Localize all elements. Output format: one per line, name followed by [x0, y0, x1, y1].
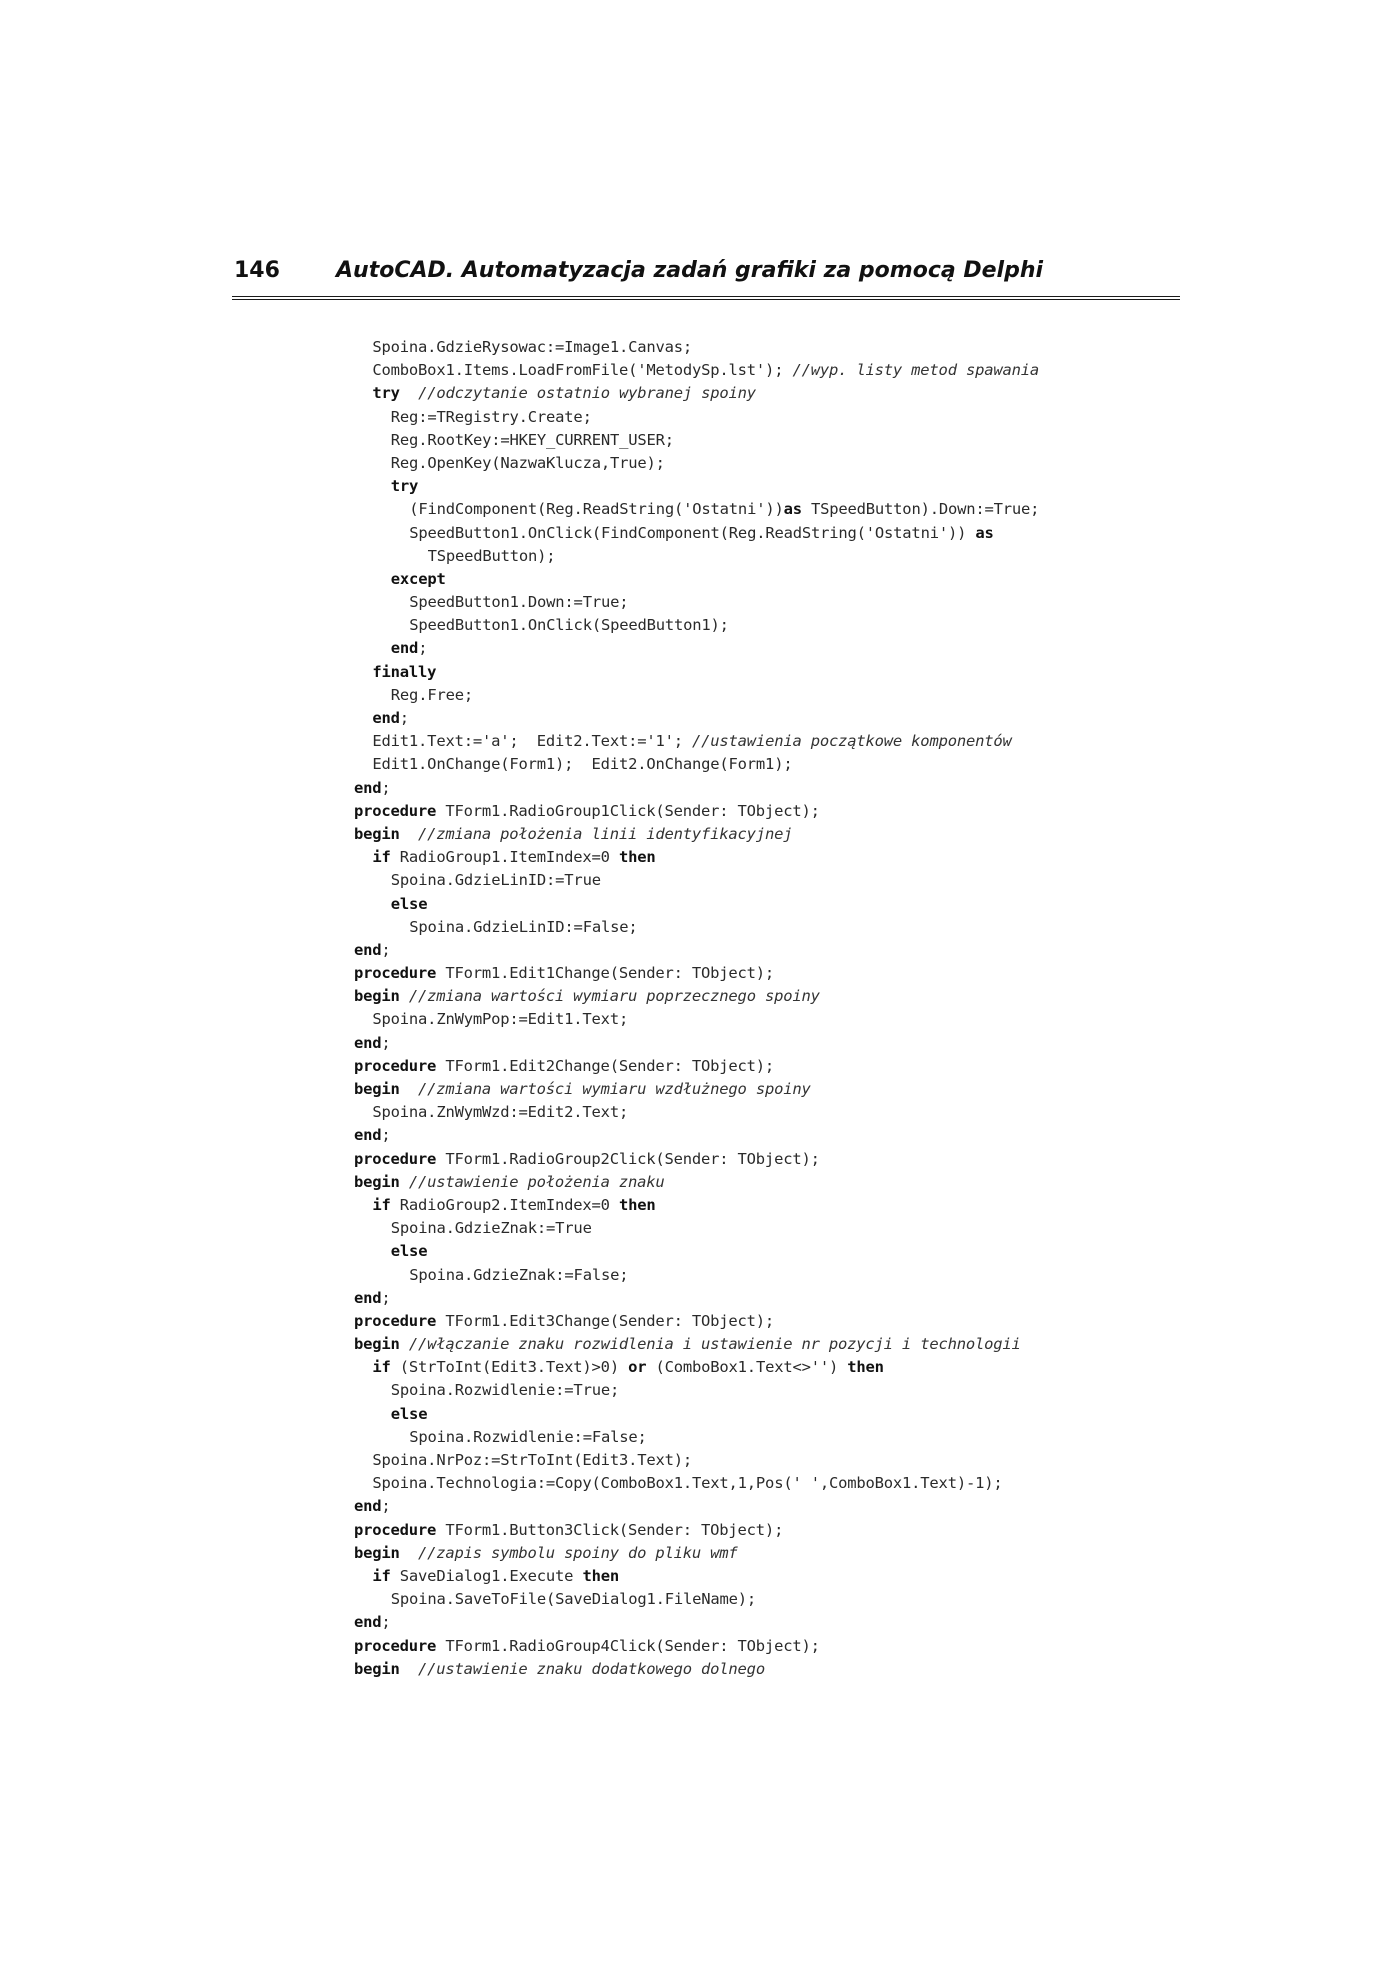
code-text: TForm1.Button3Click(Sender: TObject); — [436, 1520, 784, 1539]
code-line — [354, 1240, 1134, 1263]
code-text: TForm1.RadioGroup1Click(Sender: TObject); — [436, 801, 820, 820]
code-line — [354, 1055, 1134, 1078]
code-line — [354, 1565, 1134, 1588]
code-text: Spoina.GdzieRysowac:=Image1.Canvas; — [372, 338, 693, 356]
code-text: ; — [381, 1613, 391, 1632]
code-text: ; — [381, 940, 391, 959]
code-text: Spoina.GdzieLinID:=False; — [409, 917, 638, 936]
code-text: TForm1.RadioGroup2Click(Sender: TObject); — [436, 1149, 820, 1168]
code-keyword: end — [354, 1497, 382, 1516]
code-line — [354, 1495, 1134, 1518]
code-text: ; — [399, 709, 409, 727]
code-text: ; — [381, 1126, 391, 1145]
code-keyword: begin — [354, 987, 400, 1006]
code-line — [354, 661, 1134, 684]
code-keyword: end — [354, 1033, 382, 1052]
code-line — [354, 1472, 1134, 1495]
code-line — [354, 1310, 1134, 1333]
code-text: Spoina.Rozwidlenie:=True; — [390, 1381, 620, 1400]
code-line — [354, 1264, 1134, 1287]
code-line — [354, 1008, 1134, 1031]
code-line — [354, 1588, 1134, 1611]
code-keyword: if — [372, 1358, 391, 1377]
code-line — [354, 916, 1134, 939]
code-text: TForm1.Edit1Change(Sender: TObject); — [436, 964, 775, 983]
code-keyword: begin — [354, 824, 400, 843]
code-text: SpeedButton1.Down:=True; — [409, 593, 629, 612]
code-line — [354, 1287, 1134, 1310]
code-keyword: if — [372, 848, 391, 867]
code-keyword: begin — [354, 1172, 400, 1191]
code-line — [354, 1356, 1134, 1379]
code-comment: //zmiana wartości wymiaru wzdłużnego spoiny — [417, 1080, 811, 1098]
code-comment: //odczytanie ostatnio wybranej spoiny — [418, 384, 756, 403]
code-keyword: end — [354, 1126, 382, 1145]
code-text — [400, 384, 418, 402]
code-keyword: procedure — [354, 1520, 437, 1539]
code-keyword: end — [372, 709, 400, 727]
code-keyword: end — [354, 940, 382, 959]
code-keyword: begin — [354, 1335, 400, 1354]
code-line — [354, 406, 1134, 429]
code-line — [354, 591, 1134, 614]
code-line — [354, 1403, 1134, 1426]
code-text: ; — [381, 1497, 391, 1516]
code-text — [400, 1173, 409, 1191]
code-line — [354, 359, 1134, 382]
code-text: (ComboBox1.Text<>'') — [646, 1358, 848, 1377]
code-line — [354, 522, 1134, 545]
code-text — [400, 1544, 418, 1562]
code-line — [354, 1611, 1134, 1634]
code-keyword: then — [618, 848, 656, 867]
code-line — [354, 1032, 1134, 1055]
running-title: AutoCAD. Automatyzacja zadań grafiki za pomocą Delphi — [336, 258, 1044, 283]
code-keyword: as — [975, 523, 994, 542]
code-line — [354, 637, 1134, 660]
page-header — [232, 254, 1180, 300]
code-line — [354, 707, 1134, 730]
code-text: TSpeedButton).Down:=True; — [801, 500, 1040, 519]
code-keyword: procedure — [354, 1311, 437, 1330]
code-text: Spoina.Technologia:=Copy(ComboBox1.Text,1,Pos(' ',ComboBox1.Text)-1); — [372, 1474, 1003, 1493]
code-text: Edit1.Text:='a'; Edit2.Text:='1'; — [372, 732, 693, 751]
code-keyword: or — [628, 1358, 647, 1377]
code-line — [354, 985, 1134, 1008]
code-text: Edit1.OnChange(Form1); Edit2.OnChange(Form1); — [372, 755, 793, 774]
code-keyword: as — [783, 500, 802, 519]
code-line — [354, 777, 1134, 800]
code-keyword: try — [372, 384, 400, 403]
code-line — [354, 382, 1134, 405]
code-keyword: end — [390, 639, 419, 658]
code-line — [354, 452, 1134, 475]
code-text: SaveDialog1.Execute — [390, 1566, 583, 1585]
code-text — [400, 987, 409, 1005]
code-line — [354, 429, 1134, 452]
code-text: Spoina.Rozwidlenie:=False; — [409, 1427, 647, 1446]
code-keyword: else — [390, 1242, 428, 1261]
code-line — [354, 1333, 1134, 1356]
code-line — [354, 962, 1134, 985]
code-text: TForm1.Edit3Change(Sender: TObject); — [436, 1311, 775, 1330]
code-line — [354, 1542, 1134, 1565]
code-line — [354, 336, 1134, 359]
code-text: Reg.RootKey:=HKEY_CURRENT_USER; — [390, 430, 674, 449]
code-text: TForm1.Edit2Change(Sender: TObject); — [436, 1056, 775, 1075]
code-text: Spoina.ZnWymPop:=Edit1.Text; — [372, 1010, 629, 1029]
code-keyword: else — [390, 1404, 428, 1423]
code-line — [354, 1426, 1134, 1449]
code-comment: //ustawienia początkowe komponentów — [692, 732, 1012, 751]
code-keyword: if — [372, 1566, 391, 1585]
page-number: 146 — [234, 258, 280, 283]
code-text — [400, 1660, 418, 1678]
code-text — [400, 1080, 418, 1098]
code-text: Spoina.NrPoz:=StrToInt(Edit3.Text); — [372, 1451, 693, 1469]
code-text: ComboBox1.Items.LoadFromFile('MetodySp.lst'); — [372, 361, 793, 380]
code-comment: //zmiana wartości wymiaru poprzecznego spoiny — [408, 987, 820, 1006]
code-line — [354, 730, 1134, 753]
code-line — [354, 568, 1134, 591]
code-line — [354, 614, 1134, 637]
code-comment: //zapis symbolu spoiny do pliku wmf — [417, 1543, 738, 1562]
code-keyword: else — [390, 894, 428, 913]
code-text: Spoina.GdzieZnak:=True — [390, 1219, 592, 1238]
code-text: (StrToInt(Edit3.Text)>0) — [390, 1358, 629, 1377]
code-text: TSpeedButton); — [427, 546, 556, 565]
code-line — [354, 939, 1134, 962]
code-text: Spoina.SaveToFile(SaveDialog1.FileName); — [390, 1590, 757, 1609]
code-line — [354, 846, 1134, 869]
code-text: Spoina.ZnWymWzd:=Edit2.Text; — [372, 1103, 629, 1122]
code-keyword: then — [618, 1195, 656, 1214]
code-text — [400, 1335, 409, 1353]
code-line — [354, 1101, 1134, 1124]
code-text: Spoina.GdzieZnak:=False; — [409, 1265, 629, 1284]
code-keyword: procedure — [354, 1149, 437, 1168]
code-text: ; — [381, 1288, 391, 1307]
code-line — [354, 475, 1134, 498]
code-keyword: end — [354, 1613, 382, 1632]
code-line — [354, 1635, 1134, 1658]
code-line — [354, 498, 1134, 521]
code-keyword: procedure — [354, 1056, 437, 1075]
code-comment: //wyp. listy metod spawania — [792, 361, 1040, 380]
code-line — [354, 1217, 1134, 1240]
code-line — [354, 684, 1134, 707]
code-text: Reg:=TRegistry.Create; — [390, 407, 592, 426]
code-text: ; — [381, 1033, 391, 1052]
code-comment: //ustawienie położenia znaku — [408, 1172, 665, 1191]
code-line — [354, 1519, 1134, 1542]
code-comment: //ustawienie znaku dodatkowego dolnego — [417, 1659, 765, 1678]
code-text: Reg.Free; — [390, 685, 473, 704]
code-text: TForm1.RadioGroup4Click(Sender: TObject); — [436, 1636, 820, 1655]
code-keyword: procedure — [354, 801, 437, 820]
code-text: SpeedButton1.OnClick(SpeedButton1); — [409, 616, 729, 635]
code-line — [354, 893, 1134, 916]
code-listing — [354, 336, 1134, 1681]
code-line — [354, 1449, 1134, 1472]
code-line — [354, 1658, 1134, 1681]
code-line — [354, 869, 1134, 892]
code-text: SpeedButton1.OnClick(FindComponent(Reg.ReadString('Ostatni')) — [409, 523, 976, 542]
code-keyword: then — [582, 1566, 619, 1585]
code-keyword: begin — [354, 1543, 400, 1562]
code-text: (FindComponent(Reg.ReadString('Ostatni')) — [409, 500, 784, 519]
code-keyword: finally — [372, 662, 437, 681]
code-comment: //zmiana położenia linii identyfikacyjnej — [417, 824, 793, 843]
code-line — [354, 823, 1134, 846]
code-keyword: begin — [354, 1080, 400, 1098]
code-text: Reg.OpenKey(NazwaKlucza,True); — [390, 453, 665, 472]
code-keyword: then — [847, 1358, 884, 1377]
code-text: ; — [381, 778, 391, 797]
code-keyword: begin — [354, 1659, 400, 1678]
code-line — [354, 1078, 1134, 1101]
code-text: RadioGroup2.ItemIndex=0 — [390, 1195, 619, 1214]
code-text — [400, 825, 418, 843]
code-text: ; — [418, 639, 428, 658]
code-line — [354, 1148, 1134, 1171]
code-line — [354, 1379, 1134, 1402]
code-line — [354, 1194, 1134, 1217]
code-line — [354, 1171, 1134, 1194]
code-keyword: except — [390, 569, 446, 588]
code-keyword: procedure — [354, 1636, 437, 1655]
code-text: Spoina.GdzieLinID:=True — [390, 871, 601, 890]
code-line — [354, 800, 1134, 823]
code-keyword: procedure — [354, 964, 437, 983]
code-text: RadioGroup1.ItemIndex=0 — [390, 848, 619, 867]
code-keyword: end — [354, 778, 382, 797]
code-line — [354, 1124, 1134, 1147]
code-keyword: try — [390, 477, 419, 496]
code-keyword: if — [372, 1195, 391, 1214]
code-comment: //włączanie znaku rozwidlenia i ustawienie nr pozycji i technologii — [408, 1335, 1021, 1354]
code-line — [354, 753, 1134, 776]
code-line — [354, 545, 1134, 568]
code-keyword: end — [354, 1288, 382, 1307]
